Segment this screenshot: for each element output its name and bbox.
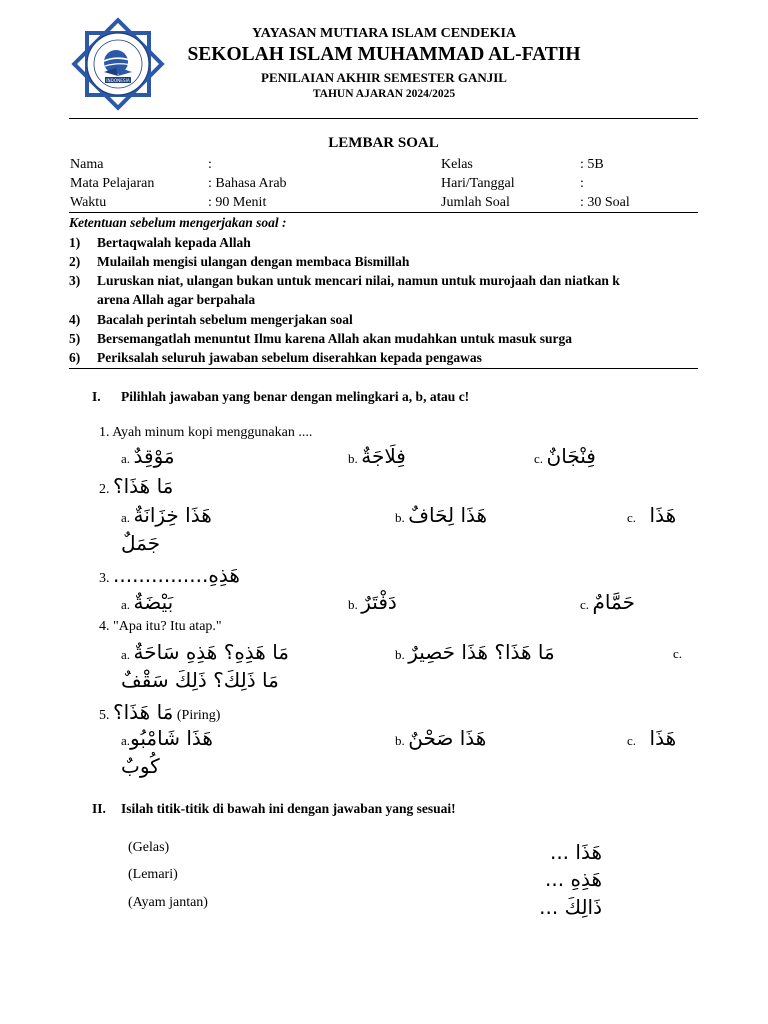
section2-instruction: Isilah titik-titik di bawah ini dengan jawaban yang sesuai! [121, 801, 456, 816]
question-4: 4. "Apa itu? Itu atap." [99, 619, 222, 634]
nama-value: : [208, 157, 212, 172]
fill-blank-arabic[interactable]: ذَالِكَ ... [539, 895, 602, 919]
q2-option-a[interactable]: a. هَذَا خِزَانَةٌ [121, 503, 212, 527]
q4-option-b[interactable]: b. مَا هَذَا؟ هَذَا حَصِيرٌ [395, 640, 555, 664]
q2-option-b[interactable]: b. هَذَا لِحَافٌ [395, 503, 488, 527]
header-divider [69, 118, 698, 119]
q3-option-c[interactable]: c. حَمَّامٌ [580, 590, 635, 614]
jumlah-label: Jumlah Soal [441, 195, 510, 210]
q4-option-c[interactable]: c. [673, 646, 683, 661]
q5-option-a[interactable]: a.هَذَا شَامْبُو [121, 726, 213, 750]
fill-blank-arabic[interactable]: هَذَا ... [549, 840, 602, 864]
mapel-label: Mata Pelajaran [70, 176, 155, 191]
rules-divider [69, 368, 698, 369]
fill-hint: (Gelas) [128, 840, 170, 855]
q5-option-c-continuation: كُوبٌ [121, 754, 160, 778]
rule-item-continuation: arena Allah agar berpahala [97, 292, 256, 307]
fill-hint: (Lemari) [128, 867, 178, 882]
school-logo [70, 16, 166, 112]
q1-option-a[interactable]: a. مَوْقِدٌ [121, 444, 175, 468]
section2-number: II. [92, 801, 106, 816]
rule-item: 5) Bersemangatlah menuntut Ilmu karena Allah akan mudahkan untuk masuk surga [69, 331, 573, 346]
question-5: 5. مَا هَذَا؟ (Piring) [99, 700, 221, 724]
q2-option-c-continuation: جَمَلٌ [121, 531, 161, 555]
q3-option-b[interactable]: b. دَفْتَرٌ [348, 590, 397, 614]
waktu-label: Waktu [70, 195, 107, 210]
info-divider [69, 212, 698, 213]
rule-item: 1) Bertaqwalah kepada Allah [69, 235, 251, 250]
mapel-value: : Bahasa Arab [208, 176, 287, 191]
jumlah-value: : 30 Soal [580, 195, 630, 210]
q4-option-a[interactable]: a. مَا هَذِهِ؟ هَذِهِ سَاحَةٌ [121, 640, 290, 664]
q1-option-b[interactable]: b. فِلَاجَةٌ [348, 444, 406, 468]
exam-name: PENILAIAN AKHIR SEMESTER GANJIL [261, 70, 507, 85]
sheet-title: LEMBAR SOAL [328, 135, 439, 151]
rule-item: 2) Mulailah mengisi ulangan dengan membaca Bismillah [69, 254, 410, 269]
svg-text:INDONESIA: INDONESIA [106, 78, 130, 83]
hari-label: Hari/Tanggal [441, 176, 515, 191]
hari-value: : [580, 176, 584, 191]
kelas-label: Kelas [441, 157, 473, 172]
academic-year: TAHUN AJARAN 2024/2025 [312, 88, 456, 100]
question-2: 2. مَا هَذَا؟ [99, 474, 174, 498]
rule-item: 6) Periksalah seluruh jawaban sebelum diserahkan kepada pengawas [69, 350, 482, 365]
q3-option-a[interactable]: a. بَيْضَةٌ [121, 590, 174, 614]
q1-option-c[interactable]: c. فِنْجَانٌ [534, 444, 596, 468]
rules-heading: Ketentuan sebelum mengerjakan soal : [69, 215, 287, 230]
q5-option-c[interactable]: c. هَذَا [627, 726, 677, 750]
kelas-value: : 5B [580, 157, 604, 172]
fill-blank-arabic[interactable]: هَذِهِ ... [545, 867, 602, 891]
fill-hint: (Ayam jantan) [128, 895, 208, 910]
rule-item: 3) Luruskan niat, ulangan bukan untuk mencari nilai, namun untuk murojaah dan niatkan k [69, 273, 620, 288]
q5-option-b[interactable]: b. هَذَا صَحْنٌ [395, 726, 487, 750]
school-name: SEKOLAH ISLAM MUHAMMAD AL-FATIH [187, 44, 581, 65]
section1-instruction: Pilihlah jawaban yang benar dengan melingkari a, b, atau c! [121, 389, 470, 404]
q2-option-c[interactable]: c. هَذَا [627, 503, 677, 527]
section1-number: I. [92, 389, 101, 404]
foundation-name: YAYASAN MUTIARA ISLAM CENDEKIA [251, 26, 517, 41]
rule-item: 4) Bacalah perintah sebelum mengerjakan soal [69, 312, 353, 327]
question-3: 3. هَذِهِ............... [99, 563, 240, 587]
waktu-value: : 90 Menit [208, 195, 267, 210]
q4-option-c-continuation: مَا ذَلِكَ؟ ذَلِكَ سَقْفٌ [121, 668, 279, 692]
question-1: 1. Ayah minum kopi menggunakan .... [99, 425, 313, 440]
nama-label: Nama [70, 157, 104, 172]
